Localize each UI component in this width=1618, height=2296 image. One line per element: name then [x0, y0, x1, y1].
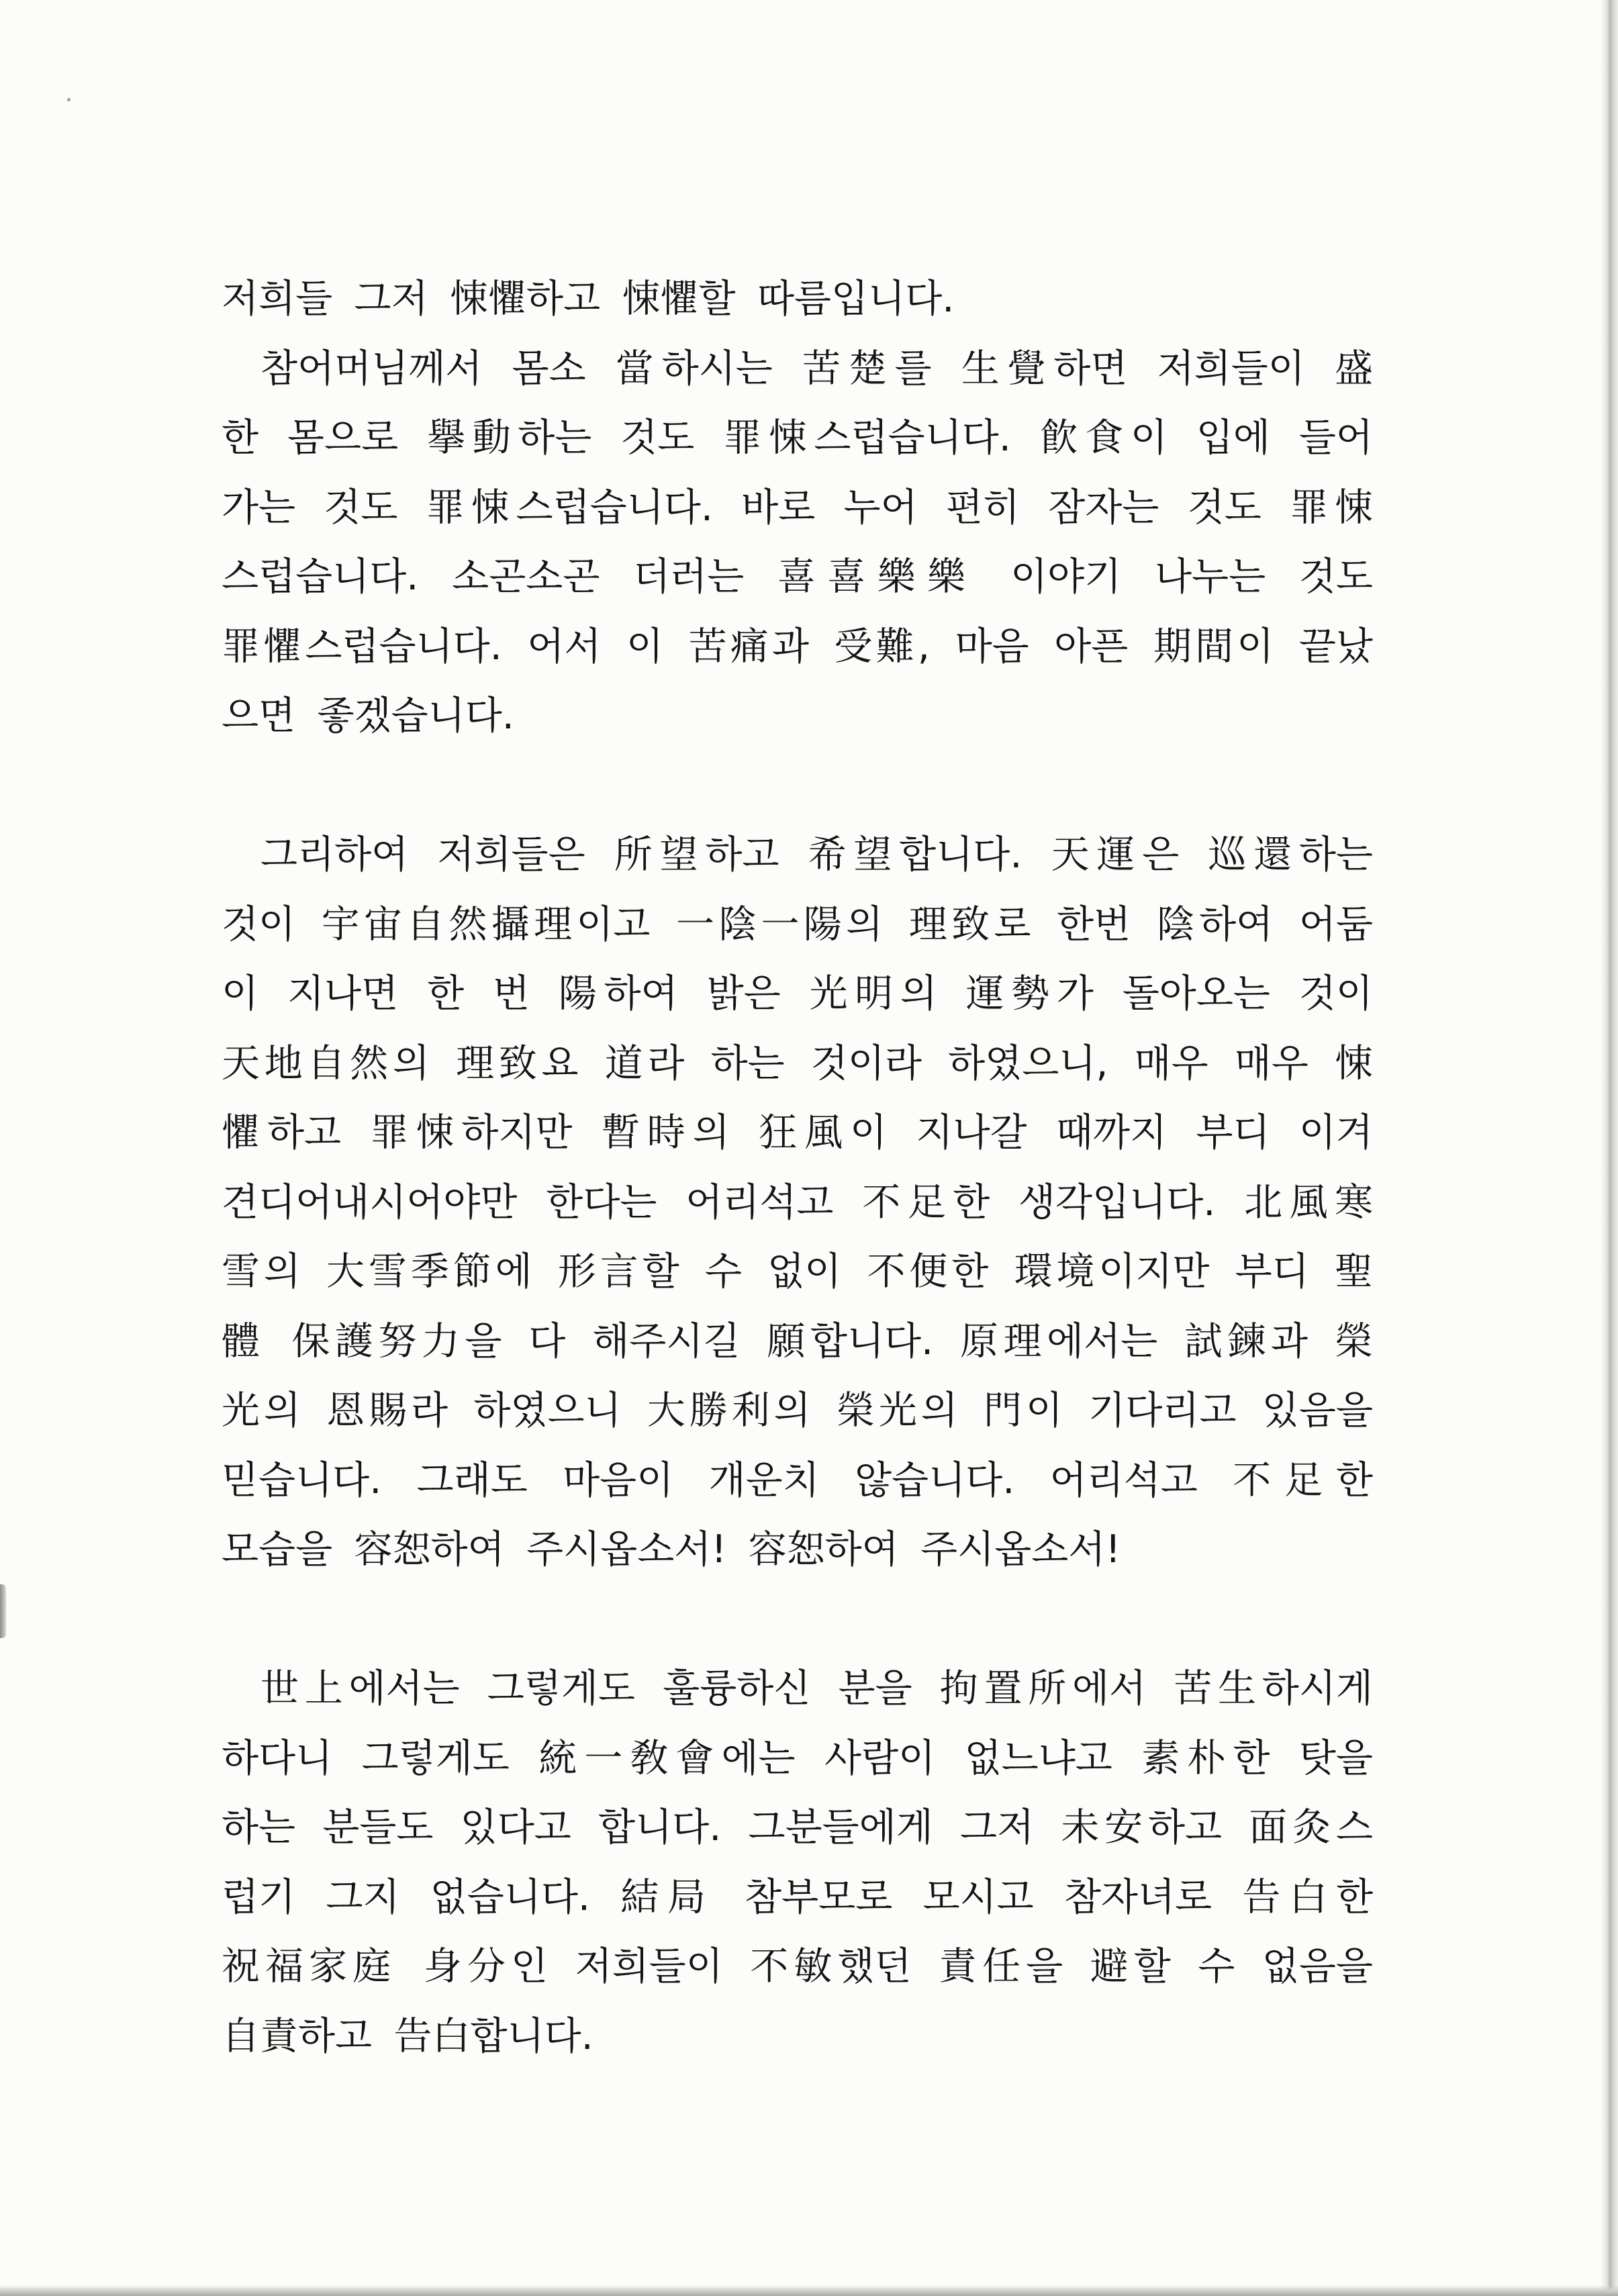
text-line: 스럽습니다. 소곤소곤 더러는 喜喜樂樂 이야기 나누는 것도: [222, 555, 1373, 599]
text-line: 이 지나면 한 번 陽하여 밝은 光明의 運勢가 돌아오는 것이: [222, 971, 1373, 1016]
paragraph: [222, 334, 1373, 751]
text-line: 懼하고 罪悚하지만 暫時의 狂風이 지나갈 때까지 부디 이겨: [222, 1110, 1373, 1155]
text-line: 體 保護努力을 다 해주시길 願합니다. 原理에서는 試鍊과 榮: [222, 1319, 1373, 1364]
text-line: 믿습니다. 그래도 마음이 개운치 않습니다. 어리석고 不足한: [222, 1457, 1373, 1502]
text-line: 가는 것도 罪悚스럽습니다. 바로 누어 편히 잠자는 것도 罪悚: [222, 485, 1373, 530]
text-line: 것이 宇宙自然攝理이고 一陰一陽의 理致로 한번 陰하여 어둠: [222, 902, 1373, 947]
text-line: 모습을 容恕하여 주시옵소서! 容恕하여 주시옵소서!: [222, 1527, 1121, 1572]
text-line: 罪懼스럽습니다. 어서 이 苦痛과 受難, 마음 아픈 期間이 끝났: [222, 624, 1373, 669]
text-line: 祝福家庭 身分인 저희들이 不敏했던 責任을 避할 수 없음을: [222, 1944, 1373, 1989]
paragraph: [222, 820, 1373, 1585]
text-line: 참어머님께서 몸소 當하시는 苦楚를 生覺하면 저희들이 盛: [260, 346, 1373, 391]
text-line: 하다니 그렇게도 統一敎會에는 사람이 없느냐고 素朴한 탓을: [222, 1735, 1373, 1780]
text-line: 한 몸으로 擧動하는 것도 罪悚스럽습니다. 飮食이 입에 들어: [222, 416, 1373, 460]
text-line: 저희들 그저 悚懼하고 悚懼할 따름입니다.: [222, 277, 955, 321]
document-body: [222, 265, 1373, 2071]
text-line: 雪의 大雪季節에 形言할 수 없이 不便한 環境이지만 부디 聖: [222, 1249, 1373, 1294]
scan-speck: [67, 98, 70, 101]
text-line: 하는 분들도 있다고 합니다. 그분들에게 그저 未安하고 面灸스: [222, 1805, 1373, 1850]
text-line: 그리하여 저희들은 所望하고 希望합니다. 天運은 巡還하는: [260, 832, 1373, 877]
text-line: 光의 恩賜라 하였으니 大勝利의 榮光의 門이 기다리고 있음을: [222, 1388, 1373, 1433]
text-line: 世上에서는 그렇게도 훌륭하신 분을 拘置所에서 苦生하시게: [260, 1666, 1373, 1711]
text-line: 天地自然의 理致요 道라 하는 것이라 하였으니, 매우 매우 悚: [222, 1041, 1373, 1086]
text-line: 럽기 그지 없습니다. 結局 참부모로 모시고 참자녀로 告白한: [222, 1874, 1373, 1919]
paper-edge-mark: [0, 1584, 6, 1638]
text-line: 견디어내시어야만 한다는 어리석고 不足한 생각입니다. 北風寒: [222, 1180, 1373, 1225]
paper-right-edge: [1601, 0, 1618, 2296]
text-line: 自責하고 告白합니다.: [222, 2013, 593, 2058]
paragraph-continued: [222, 265, 1373, 334]
text-line: 으면 좋겠습니다.: [222, 693, 514, 738]
paper-bottom-edge: [0, 2285, 1618, 2296]
paragraph: [222, 1654, 1373, 2071]
